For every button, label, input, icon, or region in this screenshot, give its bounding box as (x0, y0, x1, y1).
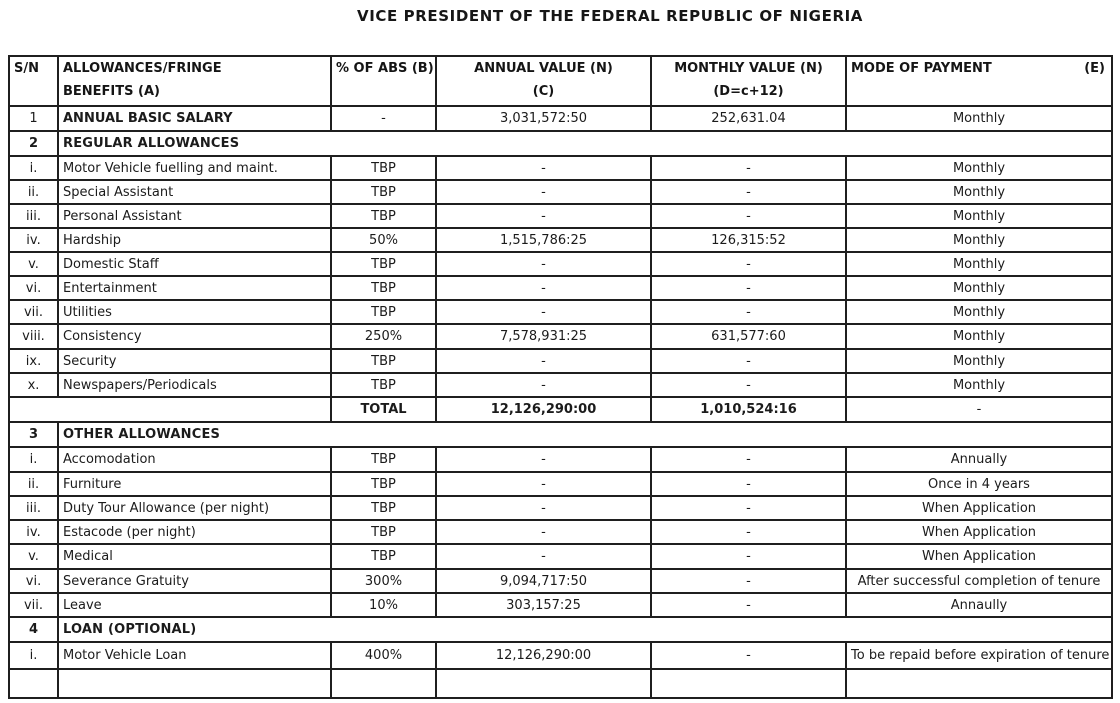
total-annual-cell: 12,126,290:00 (436, 397, 651, 422)
total-monthly-cell: 1,010,524:16 (651, 397, 846, 422)
table-row (9, 228, 1112, 252)
table-row (9, 496, 1112, 520)
monthly-cell: - (651, 252, 846, 276)
benefit-cell: Leave (58, 593, 331, 617)
benefit-cell: Domestic Staff (58, 252, 331, 276)
mode-cell: When Application (846, 520, 1112, 544)
mode-cell: Monthly (846, 373, 1112, 397)
abs-cell: TBP (331, 156, 436, 180)
sn-cell: v. (9, 544, 58, 569)
benefit-cell: Security (58, 349, 331, 373)
monthly-cell: - (651, 180, 846, 204)
section-label-cell: OTHER ALLOWANCES (58, 422, 1112, 447)
mode-cell: When Application (846, 544, 1112, 569)
monthly-cell: - (651, 569, 846, 593)
abs-cell: TBP (331, 373, 436, 397)
monthly-cell: - (651, 300, 846, 324)
table-row (9, 349, 1112, 373)
mode-cell: Monthly (846, 349, 1112, 373)
annual-cell: 3,031,572:50 (436, 106, 651, 131)
total-mode-cell: - (846, 397, 1112, 422)
monthly-cell: - (651, 276, 846, 300)
monthly-cell: - (651, 373, 846, 397)
monthly-cell: - (651, 642, 846, 669)
table-row (9, 300, 1112, 324)
mode-cell: Monthly (846, 324, 1112, 349)
annual-cell: - (436, 373, 651, 397)
mode-cell: Monthly (846, 106, 1112, 131)
benefit-cell: ANNUAL BASIC SALARY (58, 106, 331, 131)
header-row (9, 56, 1112, 106)
sn-cell: 1 (9, 106, 58, 131)
sn-cell: vi. (9, 569, 58, 593)
benefit-cell: Entertainment (58, 276, 331, 300)
annual-cell: 9,094,717:50 (436, 569, 651, 593)
col-header-benefits-line1: ALLOWANCES/FRINGE (63, 61, 222, 76)
mode-cell: Monthly (846, 228, 1112, 252)
section-row (9, 617, 1112, 642)
monthly-cell: 631,577:60 (651, 324, 846, 349)
monthly-cell: - (651, 204, 846, 228)
col-header-annual-line1: ANNUAL VALUE (N) (474, 61, 613, 76)
sn-cell: iv. (9, 228, 58, 252)
benefit-cell: Hardship (58, 228, 331, 252)
sn-cell: i. (9, 447, 58, 472)
mode-cell: Annually (846, 447, 1112, 472)
abs-cell: TBP (331, 300, 436, 324)
abs-cell: TBP (331, 204, 436, 228)
col-header-mode-letter: (E) (1084, 61, 1105, 76)
sn-cell: 2 (9, 131, 58, 156)
monthly-cell (651, 669, 846, 698)
monthly-cell: 126,315:52 (651, 228, 846, 252)
monthly-cell: - (651, 156, 846, 180)
abs-cell: 400% (331, 642, 436, 669)
table-row (9, 252, 1112, 276)
table-body (9, 106, 1112, 698)
sn-cell: iii. (9, 496, 58, 520)
total-label-cell: TOTAL (331, 397, 436, 422)
sn-cell (9, 669, 58, 698)
sn-cell: x. (9, 373, 58, 397)
abs-cell: 10% (331, 593, 436, 617)
annual-cell: - (436, 544, 651, 569)
abs-cell: TBP (331, 180, 436, 204)
abs-cell: TBP (331, 349, 436, 373)
total-spacer-cell (9, 397, 331, 422)
benefit-cell: Utilities (58, 300, 331, 324)
mode-cell: After successful completion of tenure (846, 569, 1112, 593)
col-header-mode-label: MODE OF PAYMENT (851, 61, 992, 76)
col-header-monthly-line2: (D=c+12) (713, 84, 784, 99)
annual-cell: 303,157:25 (436, 593, 651, 617)
sn-cell: i. (9, 642, 58, 669)
table-row (9, 276, 1112, 300)
annual-cell: 1,515,786:25 (436, 228, 651, 252)
table-row (9, 106, 1112, 131)
benefit-cell: Furniture (58, 472, 331, 496)
col-header-annual (436, 56, 651, 106)
mode-cell: Monthly (846, 180, 1112, 204)
monthly-cell: - (651, 447, 846, 472)
sn-cell: viii. (9, 324, 58, 349)
monthly-cell: 252,631.04 (651, 106, 846, 131)
table-row (9, 447, 1112, 472)
sn-cell: vi. (9, 276, 58, 300)
table-row (9, 204, 1112, 228)
table-row (9, 373, 1112, 397)
table-row (9, 520, 1112, 544)
annual-cell: - (436, 252, 651, 276)
sn-cell: ix. (9, 349, 58, 373)
benefit-cell: Consistency (58, 324, 331, 349)
table-row (9, 472, 1112, 496)
mode-cell: To be repaid before expiration of tenure (846, 642, 1112, 669)
mode-cell: Once in 4 years (846, 472, 1112, 496)
benefit-cell: Duty Tour Allowance (per night) (58, 496, 331, 520)
benefit-cell: Accomodation (58, 447, 331, 472)
abs-cell (331, 669, 436, 698)
col-header-mode (846, 56, 1112, 106)
section-row (9, 131, 1112, 156)
benefit-cell: Special Assistant (58, 180, 331, 204)
col-header-annual-line2: (C) (532, 84, 555, 99)
mode-cell: Monthly (846, 204, 1112, 228)
abs-cell: - (331, 106, 436, 131)
annual-cell: - (436, 300, 651, 324)
table-row (9, 324, 1112, 349)
benefit-cell (58, 669, 331, 698)
col-header-monthly-line1: MONTHLY VALUE (N) (674, 61, 823, 76)
mode-cell: Monthly (846, 252, 1112, 276)
annual-cell: - (436, 204, 651, 228)
col-header-abs-label: % OF ABS (B) (336, 61, 434, 76)
monthly-cell: - (651, 520, 846, 544)
col-header-monthly (651, 56, 846, 106)
monthly-cell: - (651, 496, 846, 520)
sn-cell: ii. (9, 472, 58, 496)
abs-cell: 300% (331, 569, 436, 593)
table-row (9, 544, 1112, 569)
abs-cell: TBP (331, 447, 436, 472)
sn-cell: iv. (9, 520, 58, 544)
mode-cell: When Application (846, 496, 1112, 520)
benefit-cell: Personal Assistant (58, 204, 331, 228)
table-header (9, 56, 1112, 106)
mode-cell: Monthly (846, 156, 1112, 180)
table-row (9, 569, 1112, 593)
benefit-cell: Motor Vehicle Loan (58, 642, 331, 669)
col-header-sn (9, 56, 58, 106)
page-title: VICE PRESIDENT OF THE FEDERAL REPUBLIC OF NIGERIA (357, 7, 863, 25)
mode-cell: Annaully (846, 593, 1112, 617)
annual-cell: - (436, 472, 651, 496)
abs-cell: 250% (331, 324, 436, 349)
abs-cell: TBP (331, 252, 436, 276)
benefit-cell: Severance Gratuity (58, 569, 331, 593)
total-row (9, 397, 1112, 422)
col-header-benefits-line2: BENEFITS (A) (63, 84, 160, 99)
sn-cell: vii. (9, 300, 58, 324)
section-row (9, 422, 1112, 447)
sn-cell: ii. (9, 180, 58, 204)
abs-cell: 50% (331, 228, 436, 252)
benefit-cell: Newspapers/Periodicals (58, 373, 331, 397)
table-row (9, 642, 1112, 669)
annual-cell: - (436, 496, 651, 520)
sn-cell: v. (9, 252, 58, 276)
monthly-cell: - (651, 349, 846, 373)
sn-cell: 3 (9, 422, 58, 447)
table-row (9, 180, 1112, 204)
annual-cell: - (436, 520, 651, 544)
monthly-cell: - (651, 593, 846, 617)
section-label-cell: REGULAR ALLOWANCES (58, 131, 1112, 156)
abs-cell: TBP (331, 276, 436, 300)
abs-cell: TBP (331, 544, 436, 569)
table-row (9, 593, 1112, 617)
abs-cell: TBP (331, 520, 436, 544)
allowances-table (8, 55, 1113, 699)
abs-cell: TBP (331, 472, 436, 496)
benefit-cell: Motor Vehicle fuelling and maint. (58, 156, 331, 180)
sn-cell: i. (9, 156, 58, 180)
annual-cell (436, 669, 651, 698)
sn-cell: iii. (9, 204, 58, 228)
annual-cell: - (436, 276, 651, 300)
monthly-cell: - (651, 544, 846, 569)
monthly-cell: - (651, 472, 846, 496)
annual-cell: - (436, 349, 651, 373)
annual-cell: - (436, 447, 651, 472)
table-row (9, 156, 1112, 180)
empty-row (9, 669, 1112, 698)
abs-cell: TBP (331, 496, 436, 520)
section-label-cell: LOAN (OPTIONAL) (58, 617, 1112, 642)
annual-cell: - (436, 180, 651, 204)
annual-cell: 12,126,290:00 (436, 642, 651, 669)
col-header-benefits (58, 56, 331, 106)
annual-cell: - (436, 156, 651, 180)
col-header-sn-label: S/N (14, 61, 39, 76)
sn-cell: 4 (9, 617, 58, 642)
col-header-abs (331, 56, 436, 106)
benefit-cell: Estacode (per night) (58, 520, 331, 544)
mode-cell: Monthly (846, 300, 1112, 324)
benefit-cell: Medical (58, 544, 331, 569)
mode-cell (846, 669, 1112, 698)
sn-cell: vii. (9, 593, 58, 617)
annual-cell: 7,578,931:25 (436, 324, 651, 349)
mode-cell: Monthly (846, 276, 1112, 300)
